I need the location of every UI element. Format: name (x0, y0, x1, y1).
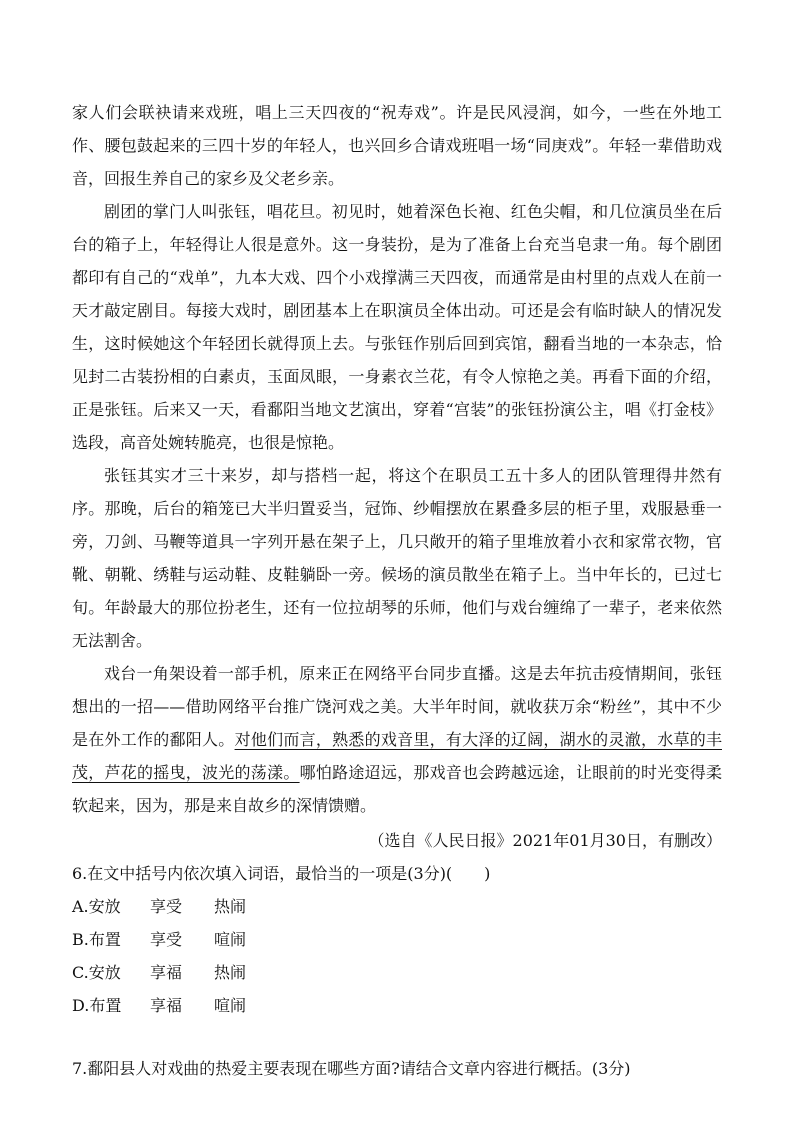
option-word-2: 享福 (150, 996, 183, 1015)
option-word-2: 享福 (150, 963, 183, 982)
question-7-stem: 7.鄱阳县人对戏曲的热爱主要表现在哪些方面?请结合文章内容进行概括。(3分) (72, 1059, 631, 1078)
question-6-options (72, 890, 722, 1022)
option-label: B.布置 (72, 930, 121, 949)
question-6-stem: 6.在文中括号内依次填入词语，最恰当的一项是(3分)( ) (72, 864, 491, 883)
paragraph-1: 家人们会联袂请来戏班，唱上三天四夜的“祝寿戏”。许是民风浸润，如今，一些在外地工作、腰包鼓起来的三四十岁的年轻人，也兴回乡合请戏班唱一场“同庚戏”。年轻一辈借助戏音，回报生养自己的家乡及父老乡亲。 (72, 103, 722, 188)
option-word-2: 享受 (150, 930, 183, 949)
option-word-3: 喧闹 (214, 930, 247, 949)
document-page (72, 96, 722, 1085)
paragraph-4-start: 戏台一角架设着一部手机，原来正在网络平台同步直播。这是去年抗击疫情期间，张钰想出的一招——借助网络平台推广饶河戏之美。大半年时间，就收获万余“粉丝”，其中不少是在外工作的鄱阳人。 (72, 664, 722, 749)
option-label: C.安放 (72, 963, 121, 982)
option-word-3: 喧闹 (214, 996, 247, 1015)
option-word-2: 享受 (150, 897, 183, 916)
option-a[interactable] (72, 890, 722, 923)
option-word-3: 热闹 (214, 963, 247, 982)
option-word-3: 热闹 (214, 897, 247, 916)
paragraph-4 (72, 657, 722, 822)
option-c[interactable] (72, 956, 722, 989)
source-citation: （选自《人民日报》2021年01月30日，有删改） (368, 831, 722, 850)
option-b[interactable] (72, 923, 722, 956)
paragraph-4-end: 哪怕路途迢远，那戏音也会跨越远途，让眼前的时光变得柔软起来，因为，那是来自故乡的深情馈赠。 (72, 763, 722, 815)
option-d[interactable] (72, 989, 722, 1022)
underlined-sentence: 对他们而言，熟悉的戏音里，有大泽的辽阔，湖水的灵澈，水草的丰茂，芦花的摇曳，波光的荡漾。 (72, 730, 722, 782)
paragraph-3: 张钰其实才三十来岁，却与搭档一起，将这个在职员工五十多人的团队管理得井然有序。那晚，后台的箱笼已大半归置妥当，冠饰、纱帽摆放在累叠多层的柜子里，戏服悬垂一旁，刀剑、马鞭等道具一字列开悬在架子上，几只敞开的箱子里堆放着小衣和家常衣物，官靴、朝靴、绣鞋与运动鞋、皮鞋躺卧一旁。候场的演员散坐在箱子上。当中年长的，已过七旬。年龄最大的那位扮老生，还有一位拉胡琴的乐师，他们与戏台缠绵了一辈子，老来依然无法割舍。 (72, 466, 722, 650)
option-label: A.安放 (72, 897, 121, 916)
option-label: D.布置 (72, 996, 122, 1015)
paragraph-2: 剧团的掌门人叫张钰，唱花旦。初见时，她着深色长袍、红色尖帽，和几位演员坐在后台的箱子上，年轻得让人很是意外。这一身装扮，是为了准备上台充当皂隶一角。每个剧团都印有自己的“戏单”，九本大戏、四个小戏撑满三天四夜，而通常是由村里的点戏人在前一天才敲定剧目。每接大戏时，剧团基本上在职演员全体出动。可还是会有临时缺人的情况发生，这时候她这个年轻团长就得顶上去。与张钰作别后回到宾馆，翻看当地的一本杂志，恰见封二古装扮相的白素贞，玉面凤眼，一身素衣兰花，有令人惊艳之美。再看下面的介绍，正是张钰。后来又一天，看鄱阳当地文艺演出，穿着“宫装”的张钰扮演公主，唱《打金枝》选段，高音处婉转脆亮，也很是惊艳。 (72, 202, 722, 452)
